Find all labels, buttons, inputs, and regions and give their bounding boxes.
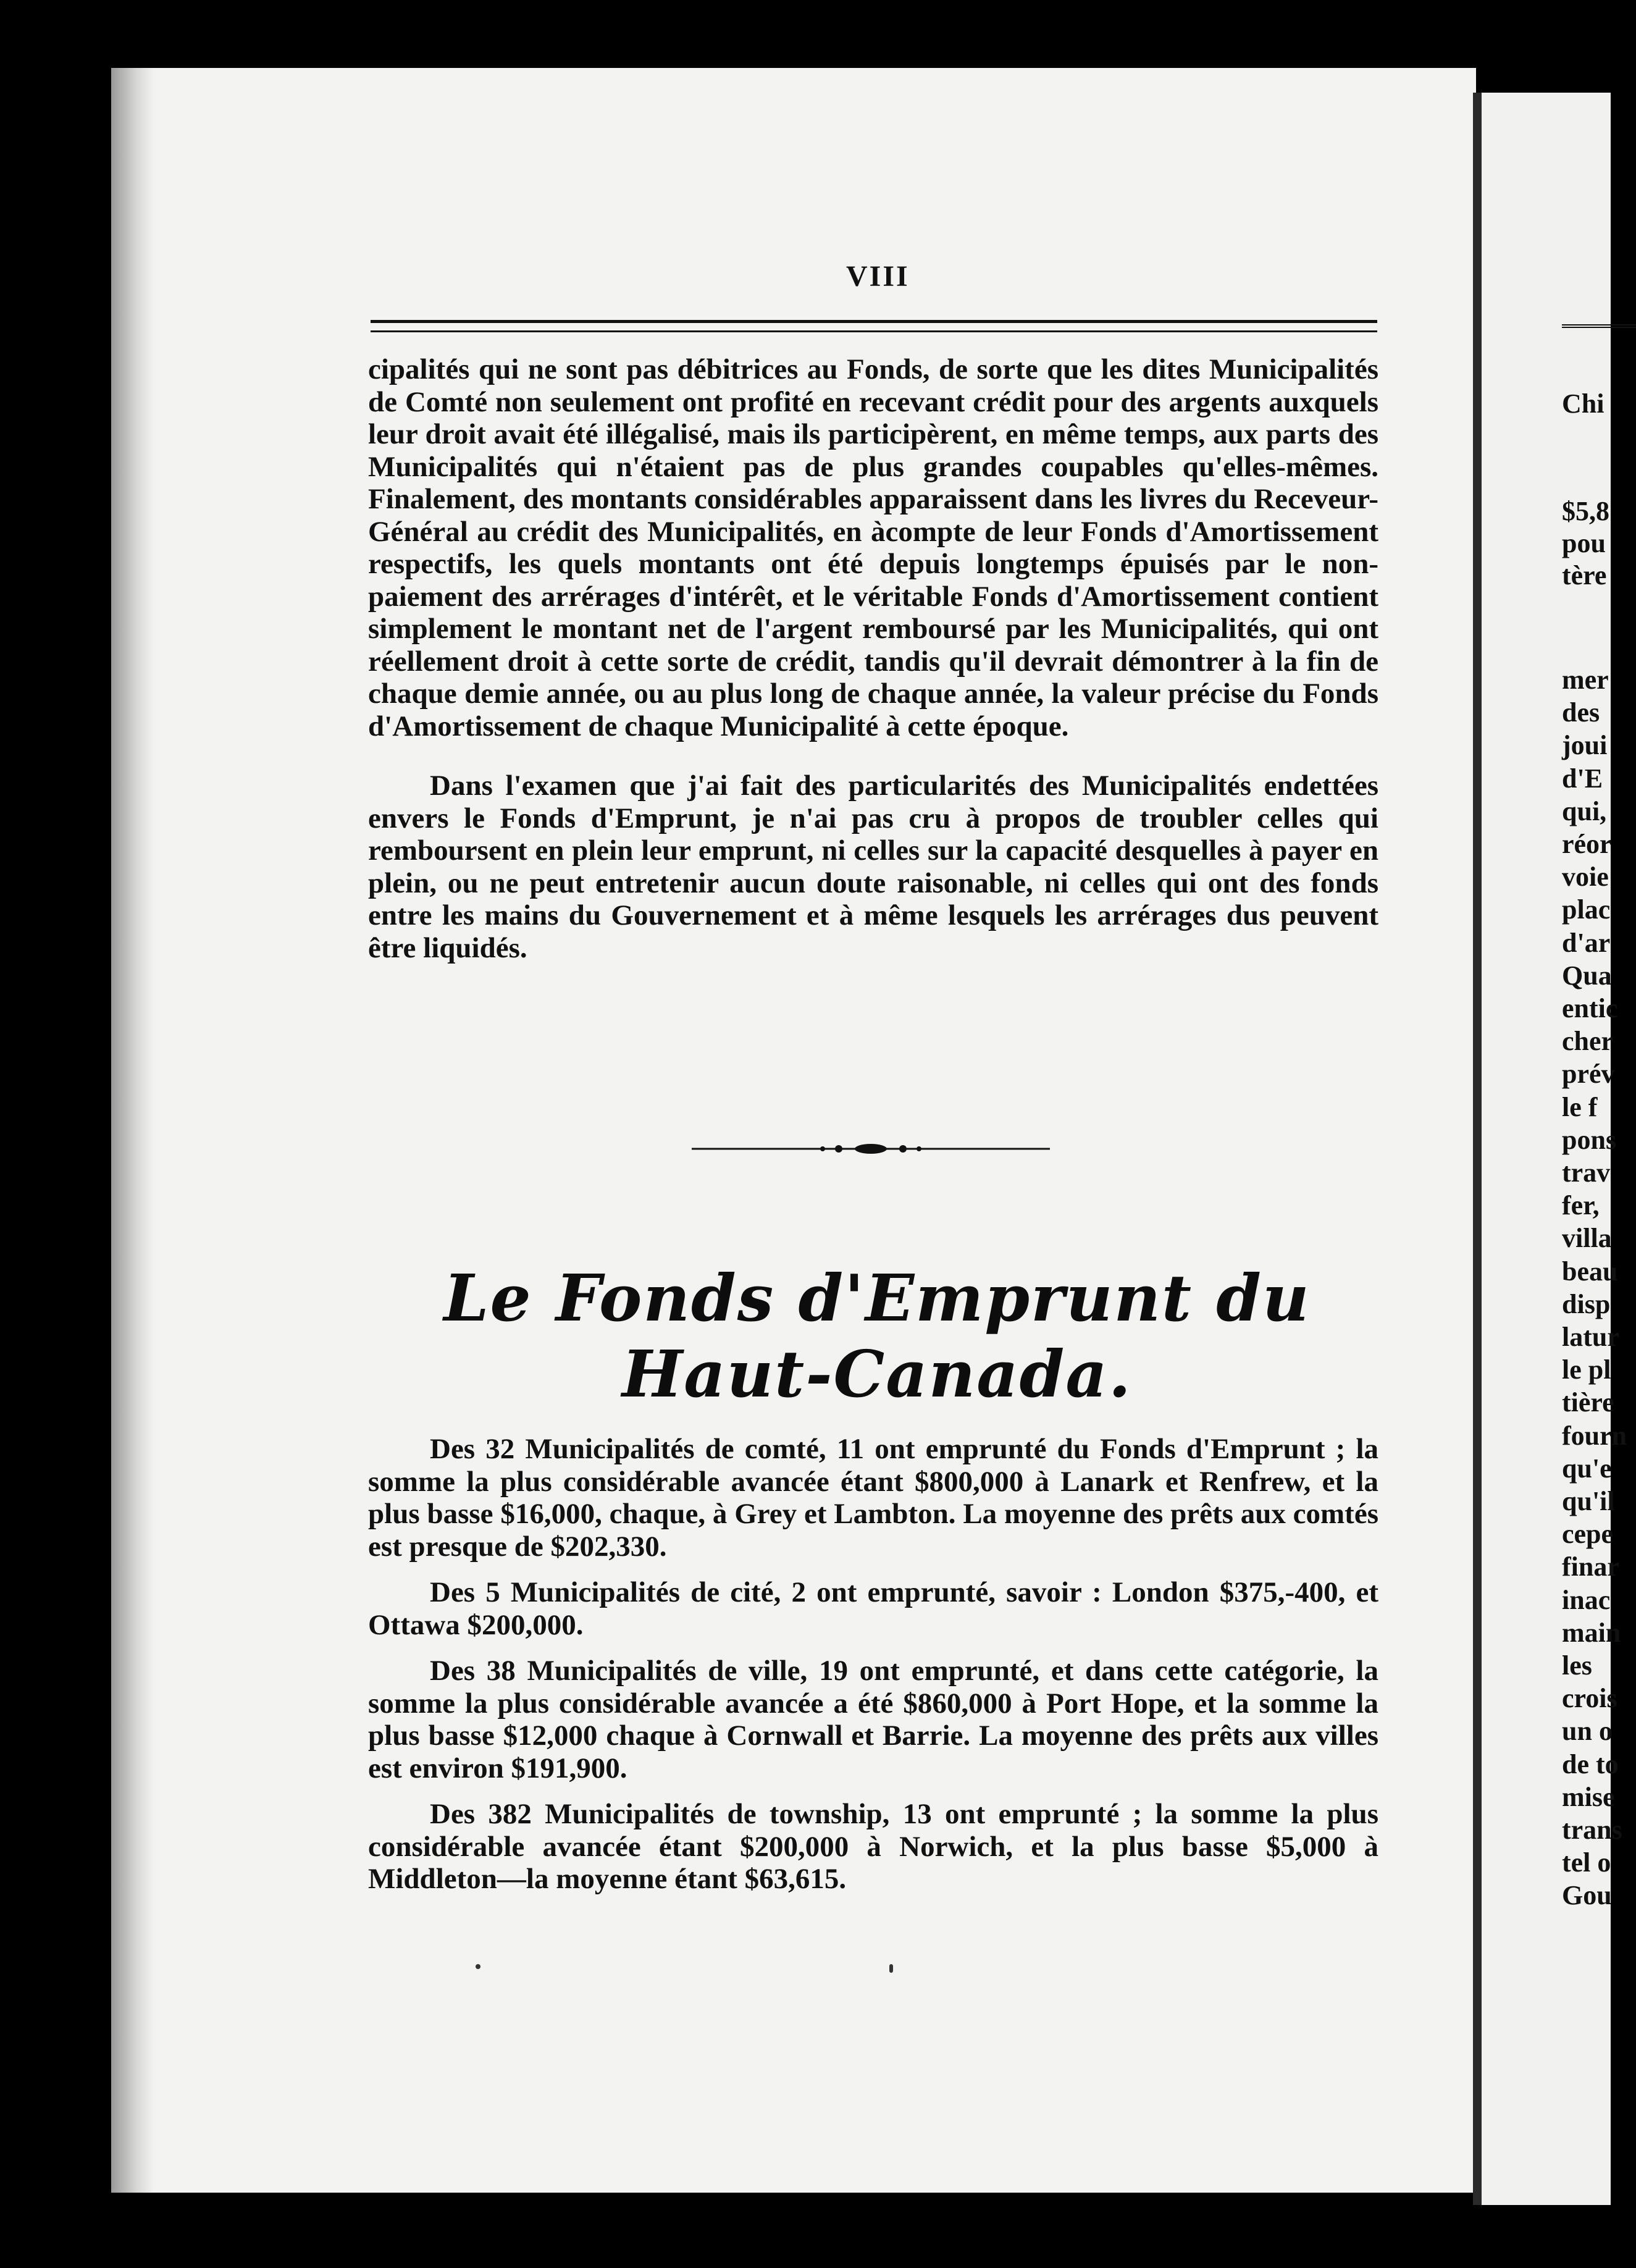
right-page-line-fragment: qui, [1562, 796, 1607, 826]
right-page-line-fragment: Qua [1562, 960, 1612, 991]
book-gutter [1473, 93, 1482, 2205]
right-page-line-fragment: réor [1562, 829, 1612, 859]
paragraph: Des 38 Municipalités de ville, 19 ont emprunté, et dans cette catégorie, la somme la plus considérable avancée a été $860,000 à Port Hope, et la somme la plus basse $12,000 chaque à Cornwall et Barrie. La moyenne des prêts aux villes est environ $191,900. [368, 1655, 1378, 1784]
body-text-top [368, 353, 1378, 964]
right-page-line-fragment: inac [1562, 1584, 1611, 1615]
right-page-line-fragment: les [1562, 1650, 1592, 1681]
right-page-line-fragment: beau [1562, 1256, 1618, 1287]
right-page-line-fragment: plac [1562, 894, 1611, 925]
right-page-line-fragment: cher [1562, 1026, 1614, 1057]
paragraph: Des 5 Municipalités de cité, 2 ont emprunté, savoir : London $375,-400, et Ottawa $200,000. [368, 1576, 1378, 1641]
right-page-line-fragment: le pl [1562, 1354, 1611, 1385]
ink-speck [476, 1964, 480, 1969]
right-page-line-fragment: mer [1562, 665, 1609, 695]
right-page-line-fragment: trans [1562, 1815, 1622, 1845]
right-page-line-fragment: Gou [1562, 1880, 1612, 1911]
right-page-line-fragment: $5,8 [1562, 496, 1609, 526]
right-page-line-fragment: trav [1562, 1157, 1611, 1188]
right-page-rule [1562, 324, 1636, 330]
right-page-line-fragment: entic [1562, 993, 1618, 1023]
right-page-line-fragment: tière [1562, 1387, 1614, 1418]
right-page-line-fragment: des [1562, 697, 1600, 728]
right-page-line-fragment: cepe [1562, 1519, 1614, 1550]
right-page-line-fragment: tère [1562, 560, 1607, 590]
header-double-rule [371, 320, 1377, 332]
right-page-line-fragment: mise [1562, 1781, 1615, 1812]
right-page-line-fragment: d'ar [1562, 927, 1611, 958]
right-page-line-fragment: fourn [1562, 1420, 1627, 1451]
right-page-line-fragment: pou [1562, 528, 1606, 558]
right-page-line-fragment: main [1562, 1617, 1621, 1648]
right-page-line-fragment: prév [1562, 1059, 1615, 1090]
right-page-line-fragment: voie [1562, 862, 1609, 892]
page-edge-shadow [111, 68, 154, 2193]
right-page-line-fragment: crois [1562, 1683, 1617, 1714]
section-title: Le Fonds d'Emprunt du Haut-Canada. [443, 1260, 1311, 1412]
right-page-line-fragment: pons [1562, 1124, 1617, 1155]
paragraph: Des 32 Municipalités de comté, 11 ont emprunté du Fonds d'Emprunt ; la somme la plus considérable avancée étant $800,000 à Lanark et Renfrew, et la plus basse $16,000, chaque, à Grey et Lambton. La moyenne des prêts aux comtés est presque de $202,330. [368, 1433, 1378, 1563]
right-page-line-fragment: latur [1562, 1322, 1619, 1352]
right-page-line-fragment: qu'e [1562, 1453, 1612, 1484]
ink-speck [889, 1964, 893, 1973]
page-number: VIII [846, 260, 910, 293]
right-page-line-fragment: qu'il [1562, 1486, 1615, 1516]
right-page-line-fragment: fer, [1562, 1190, 1600, 1221]
right-page-line-fragment: un o [1562, 1716, 1613, 1747]
right-page-line-fragment: villa [1562, 1223, 1612, 1254]
paragraph: Dans l'examen que j'ai fait des particularités des Municipalités endettées envers le Fonds d'Emprunt, je n'ai pas cru à propos de troubler celles qui remboursent en plein leur emprunt, ni celles sur la capacité desquelles à payer en plein, ou ne peut entretenir aucun doute raisonable, ni celles qui ont des fonds entre les mains du Gouvernement et à même lesquels les arrérages dus peuvent être liquidés. [368, 770, 1378, 964]
right-page-line-fragment: finar [1562, 1552, 1619, 1582]
ornamental-divider [692, 1141, 1050, 1156]
right-page-fragment [1482, 93, 1627, 2205]
right-page-line-fragment: d'E [1562, 763, 1603, 794]
right-page-line-fragment: de to [1562, 1749, 1619, 1779]
right-page-heading-fragment: Chi [1562, 388, 1605, 419]
paragraph: Des 382 Municipalités de township, 13 ont emprunté ; la somme la plus considérable avancée étant $200,000 à Norwich, et la plus basse $5,000 à Middleton—la moyenne étant $63,615. [368, 1798, 1378, 1895]
body-text-bottom [368, 1433, 1378, 1896]
right-page-line-fragment: le f [1562, 1091, 1598, 1122]
paragraph: cipalités qui ne sont pas débitrices au Fonds, de sorte que les dites Municipalités de Comté non seulement ont profité en recevant crédit pour des argents auxquels leur droit avait été illégalisé, mais ils participèrent, en même temps, aux parts des Municipalités qui n'étaient pas de plus grandes coupables qu'elles-mêmes. Finalement, des montants considérables apparaissent dans les livres du Receveur-Général au crédit des Municipalités, en àcompte de leur Fonds d'Amortissement respectifs, les quels montants ont été depuis longtemps épuisés par le non-paiement des arrérages d'intérêt, et le véritable Fonds d'Amortissement contient simplement le montant net de l'argent remboursé par les Municipalités, qui ont réellement droit à cette sorte de crédit, tandis qu'il devrait démontrer à la fin de chaque demie année, ou au plus long de chaque année, la valeur précise du Fonds d'Amortissement de chaque Municipalité à cette époque. [368, 353, 1378, 742]
right-page-line-fragment: tel o [1562, 1847, 1611, 1878]
right-page-line-fragment: disp [1562, 1288, 1611, 1319]
right-page-line-fragment: joui [1562, 730, 1608, 761]
